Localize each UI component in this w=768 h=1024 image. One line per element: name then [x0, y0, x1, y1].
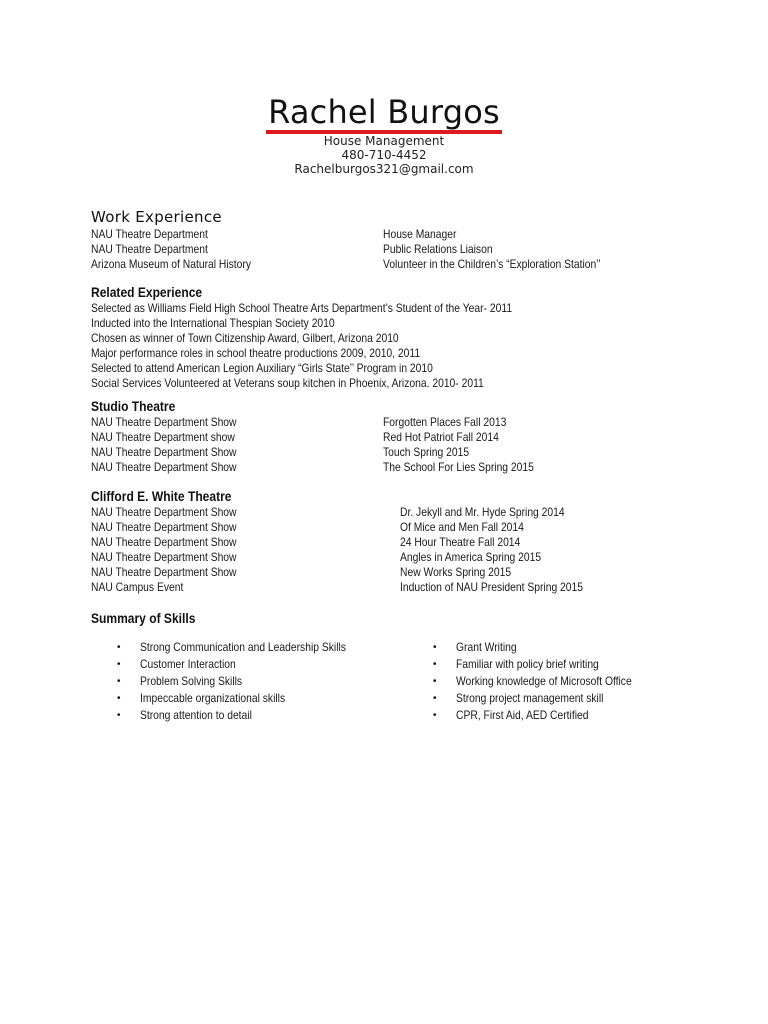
work-role: House Manager [383, 227, 457, 241]
production-title: Induction of NAU President Spring 2015 [400, 580, 584, 594]
production-title: Touch Spring 2015 [383, 445, 470, 459]
related-experience-heading: Related Experience [91, 284, 203, 300]
related-experience-item: Major performance roles in school theatre productions 2009, 2010, 2011 [91, 346, 421, 360]
studio-theatre-heading: Studio Theatre [91, 398, 176, 414]
production-venue: NAU Theatre Department Show [91, 550, 237, 564]
production-title: Red Hot Patriot Fall 2014 [383, 430, 499, 444]
related-experience-item: Social Services Volunteered at Veterans soup kitchen in Phoenix, Arizona. 2010- 2011 [91, 376, 484, 390]
skill-text: Grant Writing [456, 640, 517, 654]
skill-text: Strong project management skill [456, 691, 604, 705]
production-venue: NAU Theatre Department Show [91, 415, 237, 429]
related-experience-item: Chosen as winner of Town Citizenship Award, Gilbert, Arizona 2010 [91, 331, 399, 345]
bullet-icon: • [433, 642, 437, 653]
contact-block [0, 134, 768, 176]
work-role: Volunteer in the Children’s “Exploration Station’’ [383, 257, 601, 271]
bullet-icon: • [433, 659, 437, 670]
production-title: Angles in America Spring 2015 [400, 550, 542, 564]
work-employer: Arizona Museum of Natural History [91, 257, 252, 271]
job-title: House Management [323, 134, 445, 148]
candidate-name: Rachel Burgos [266, 94, 502, 134]
skill-text: Working knowledge of Microsoft Office [456, 674, 632, 688]
skill-text: Strong attention to detail [140, 708, 252, 722]
clifford-theatre-heading: Clifford E. White Theatre [91, 488, 232, 504]
production-venue: NAU Campus Event [91, 580, 184, 594]
skills-heading: Summary of Skills [91, 610, 196, 626]
production-venue: NAU Theatre Department show [91, 430, 235, 444]
skill-text: Familiar with policy brief writing [456, 657, 599, 671]
production-venue: NAU Theatre Department Show [91, 445, 237, 459]
production-title: New Works Spring 2015 [400, 565, 512, 579]
resume-header [0, 94, 768, 176]
skill-text: Strong Communication and Leadership Skills [140, 640, 346, 654]
production-venue: NAU Theatre Department Show [91, 535, 237, 549]
production-title: 24 Hour Theatre Fall 2014 [400, 535, 521, 549]
work-employer: NAU Theatre Department [91, 227, 208, 241]
production-title: Of Mice and Men Fall 2014 [400, 520, 524, 534]
bullet-icon: • [117, 642, 121, 653]
production-venue: NAU Theatre Department Show [91, 520, 237, 534]
production-venue: NAU Theatre Department Show [91, 460, 237, 474]
bullet-icon: • [117, 693, 121, 704]
bullet-icon: • [117, 659, 121, 670]
production-title: Dr. Jekyll and Mr. Hyde Spring 2014 [400, 505, 565, 519]
bullet-icon: • [117, 676, 121, 687]
production-title: Forgotten Places Fall 2013 [383, 415, 507, 429]
bullet-icon: • [433, 710, 437, 721]
skill-text: Customer Interaction [140, 657, 236, 671]
skill-text: Problem Solving Skills [140, 674, 243, 688]
production-venue: NAU Theatre Department Show [91, 565, 237, 579]
related-experience-item: Selected to attend American Legion Auxiliary “Girls State’’ Program in 2010 [91, 361, 433, 375]
bullet-icon: • [433, 676, 437, 687]
bullet-icon: • [433, 693, 437, 704]
related-experience-item: Selected as Williams Field High School Theatre Arts Department’s Student of the Year- 2011 [91, 301, 513, 315]
skill-text: Impeccable organizational skills [140, 691, 286, 705]
production-title: The School For Lies Spring 2015 [383, 460, 534, 474]
production-venue: NAU Theatre Department Show [91, 505, 237, 519]
work-experience-heading: Work Experience [91, 208, 222, 226]
bullet-icon: • [117, 710, 121, 721]
skill-text: CPR, First Aid, AED Certified [456, 708, 589, 722]
email-address: Rachelburgos321@gmail.com [294, 162, 474, 176]
work-role: Public Relations Liaison [383, 242, 493, 256]
related-experience-item: Inducted into the International Thespian Society 2010 [91, 316, 335, 330]
work-employer: NAU Theatre Department [91, 242, 208, 256]
related-experience-list [91, 301, 581, 391]
phone-number: 480-710-4452 [341, 148, 427, 162]
